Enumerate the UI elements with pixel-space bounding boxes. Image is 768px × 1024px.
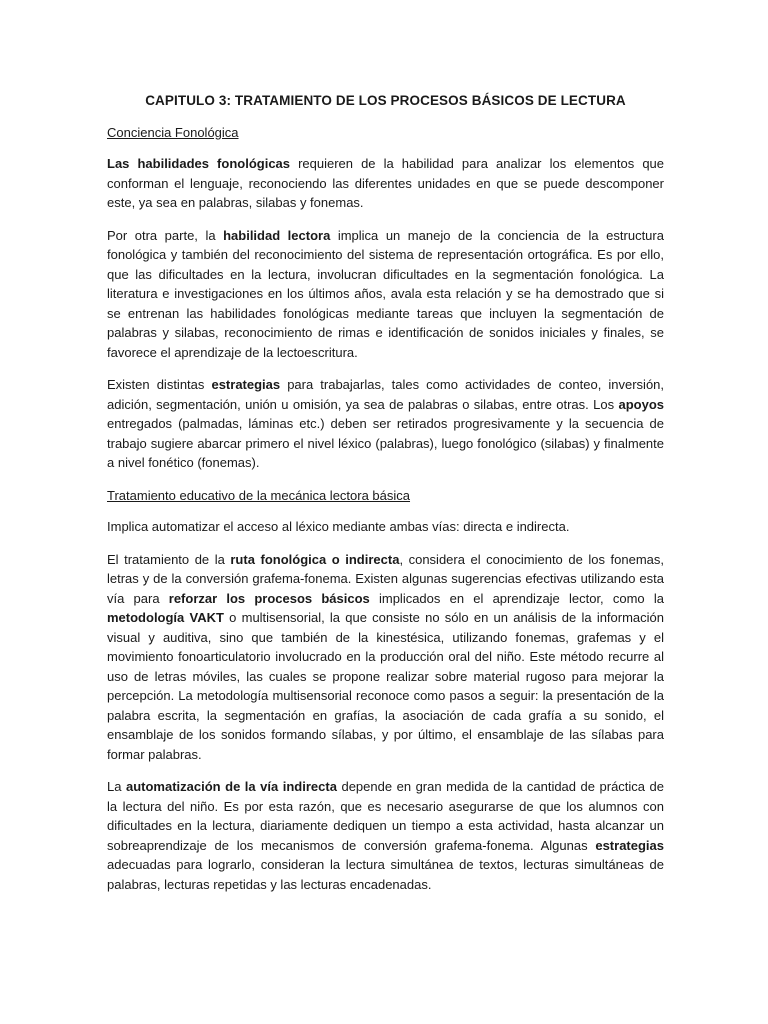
bold-text-run: habilidad lectora [223, 227, 331, 243]
paragraph [107, 517, 664, 537]
text-run: depende en gran medida de la cantidad de práctica de la lectura del niño. Es por esta razón, que es necesario asegurarse de que los alumnos con dificultades en la lectura, diariamente dediquen un tiempo a esta actividad, hasta alcanzar un sobreaprendizaje de los mecanismos de conversión grafema-fonema. Algunas [107, 779, 665, 853]
bold-text-run: estrategias [595, 837, 664, 853]
bold-text-run: reforzar los procesos básicos [168, 590, 370, 606]
bold-text-run: ruta fonológica o indirecta [230, 551, 400, 567]
page-title: CAPITULO 3: TRATAMIENTO DE LOS PROCESOS BÁSICOS DE LECTURA [145, 93, 626, 108]
bold-text-run: Las [107, 156, 138, 171]
text-run: , considera el conocimiento de los fonemas, letras y de la conversión grafema-fonema. Existen algunas sugerencias efectivas utilizando esta vía para [107, 551, 664, 606]
paragraph [107, 154, 664, 213]
text-run: entregados (palmadas, láminas etc.) deben ser retirados progresivamente y la secuencia de trabajo sugiere abarcar primero el nivel léxico (palabras), luego fonológico (silabas) y finalmente a nivel fonético (fonemas). [107, 416, 664, 470]
section-conciencia-fonologica [107, 123, 664, 473]
text-run: o multisensorial, la que consiste no sólo en un análisis de la información visual y auditiva, sino que también de la kinestésica, utilizando fonemas, grafemas y el movimiento fonoarticulatorio involucrado en la producción oral del niño. Este método recurre al uso de letras móviles, las cuales se propone realizar sobre material rugoso para mejorar la percepción. La metodología multisensorial reconoce como pasos a seguir: la presentación de la palabra escrita, la segmentación en grafías, la asociación de cada grafía a su sonido, el ensamblaje de los sonidos formando sílabas, y por último, el ensamblaje de las sílabas para formar palabras. [107, 610, 665, 762]
text-run: Implica automatizar el acceso al léxico mediante ambas vías: directa e indirecta. [107, 519, 570, 534]
text-run: implica un manejo de la conciencia de la estructura fonológica y también del reconocimiento del sistema de representación ortográfica. Es por ello, que las dificultades en la lectura, involucran dificultades en la segmentación fonológica. La literatura e investigaciones en los últimos años, avala esta relación y se ha demostrado que si se entrenan las habilidades fonológicas mediante tareas que incluyen la segmentación de palabras y silabas, reconocimiento de rimas e identificación de sonidos iniciales y finales, se favorece el aprendizaje de la lectoescritura. [107, 227, 664, 360]
text-run: requieren de la habilidad para analizar los elementos que conforman el lenguaje, reconociendo las diferentes unidades en que se puede descomponer este, ya sea en palabras, silabas y fonemas. [107, 156, 665, 210]
section-heading: Conciencia Fonológica [107, 124, 239, 140]
paragraph [107, 226, 664, 363]
bold-text-run: estrategias [211, 377, 281, 392]
text-run: El tratamiento de la [107, 551, 231, 567]
text-run: adecuadas para lograrlo, consideran la lectura simultánea de textos, lecturas simultáneas de palabras, lecturas repetidas y las lecturas encadenadas. [107, 857, 664, 892]
text-run: Por otra parte, la [107, 227, 224, 243]
section-tratamiento-educativo [107, 486, 664, 895]
bold-text-run: habilidades fonológicas [137, 156, 291, 171]
section-heading: Tratamiento educativo de la mecánica lectora básica [107, 487, 411, 503]
text-run: implicados en el aprendizaje lector, como la [369, 590, 664, 606]
bold-text-run: metodología VAKT [107, 610, 224, 625]
paragraph [107, 550, 664, 765]
paragraph [107, 375, 664, 473]
text-run: Existen distintas [107, 377, 212, 392]
paragraph [107, 777, 664, 894]
text-run: para trabajarlas, tales como actividades de conteo, inversión, adición, segmentación, unión u omisión, ya sea de palabras o silabas, entre otras. Los [107, 377, 665, 412]
bold-text-run: automatización de la vía indirecta [125, 779, 337, 794]
bold-text-run: apoyos [618, 396, 664, 412]
text-run: La [107, 779, 126, 794]
